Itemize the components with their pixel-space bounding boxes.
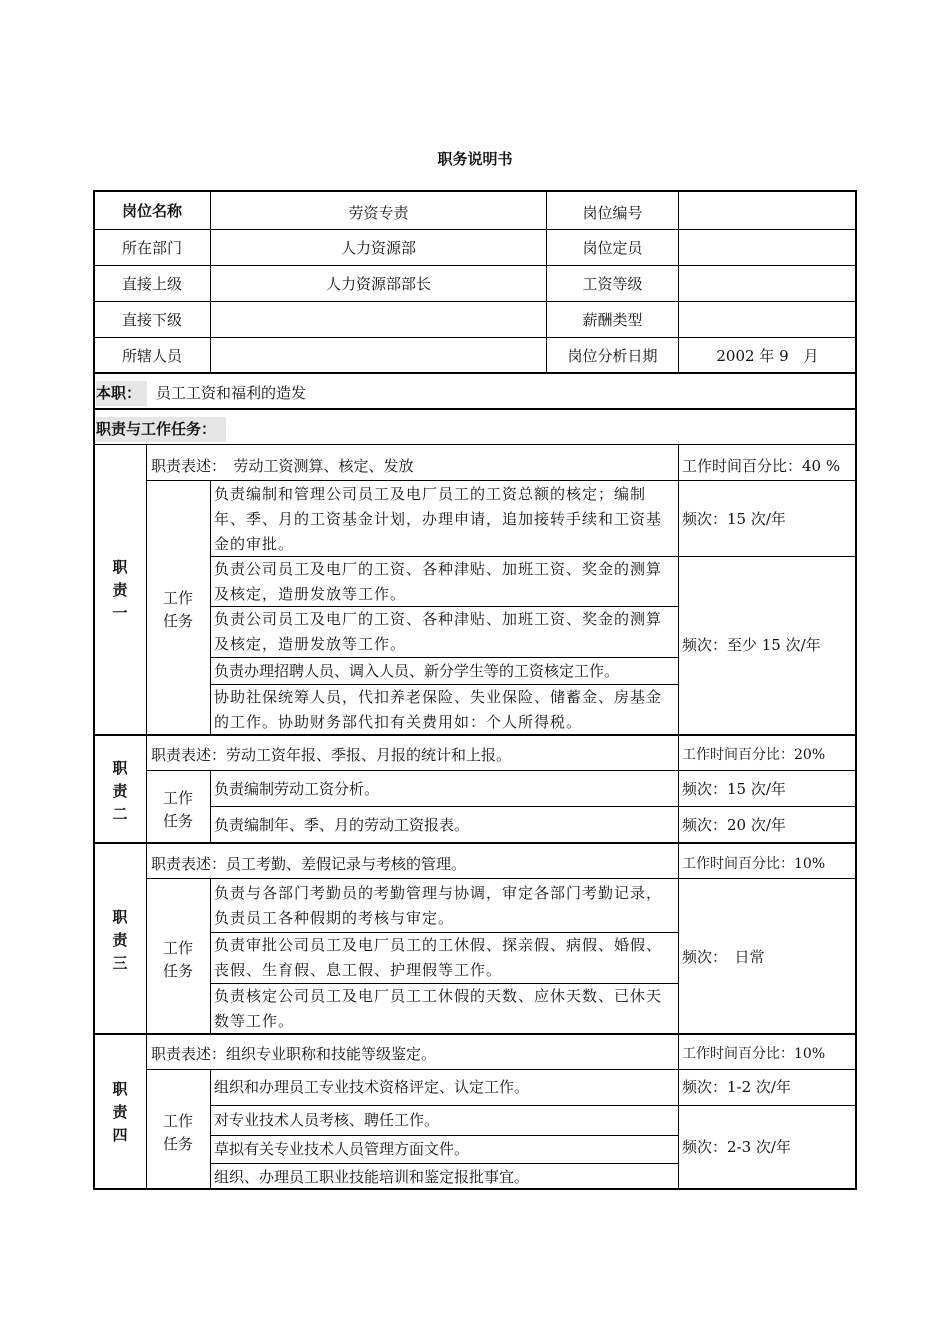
divider [211, 657, 678, 658]
field-label: 直接下级 [121, 311, 182, 329]
core-label: 本职： [96, 381, 147, 406]
task-label: 工作任务 [162, 939, 193, 980]
duty-1-name: 职责一 [112, 558, 128, 622]
field-value: 人力资源部 [340, 239, 416, 257]
divider [146, 444, 147, 1189]
duty-3-pct: 工作时间百分比：10% [682, 856, 826, 872]
duty-2-desc: 职责表述：劳动工资年报、季报、月报的统计和上报。 [151, 746, 512, 764]
duties-heading: 职责与工作任务： [96, 417, 226, 442]
duty-4-task: 草拟有关专业技术人员管理方面文件。 [214, 1140, 470, 1158]
duty-1-task: 负责编制和管理公司员工及电厂员工的工资总额的核定；编制年、季、月的工资基金计划，办理申请，追加接转手续和工资基金的审批。 [214, 485, 663, 553]
divider [94, 444, 856, 445]
duty-3-task: 负责核定公司员工及电厂员工工休假的天数、应休天数、已休天数等工作。 [214, 987, 663, 1030]
duty-3-task: 负责审批公司员工及电厂员工的工休假、探亲假、病假、婚假、丧假、生育假、息工假、护理假等工作。 [214, 936, 663, 979]
duty-1-task: 负责公司员工及电厂的工资、各种津贴、加班工资、奖金的测算及核定，造册发放等工作。 [214, 610, 663, 653]
duty-1-freq: 频次：15 次/年 [682, 510, 786, 528]
duty-2-task: 负责编制劳动工资分析。 [214, 780, 380, 798]
divider [94, 337, 856, 338]
divider [94, 372, 856, 374]
duty-2-freq: 频次：20 次/年 [682, 816, 786, 834]
duty-4-task: 组织和办理员工专业技术资格评定、认定工作。 [214, 1078, 530, 1096]
field-label: 岗位编号 [582, 204, 643, 222]
field-label: 所在部门 [121, 239, 182, 257]
divider [211, 1135, 678, 1136]
duty-4-task: 对专业技术人员考核、聘任工作。 [214, 1111, 440, 1129]
divider [94, 229, 856, 230]
duty-4-desc: 职责表述：组织专业职称和技能等级鉴定。 [151, 1045, 437, 1063]
duty-1-desc: 职责表述： 劳动工资测算、核定、发放 [151, 457, 414, 475]
divider [147, 480, 856, 481]
duty-2-name: 职责二 [112, 759, 128, 823]
divider [147, 1069, 856, 1070]
divider [210, 878, 211, 1033]
divider [211, 1105, 856, 1106]
duty-3-freq: 频次： 日常 [682, 948, 765, 966]
duty-3-desc: 职责表述：员工考勤、差假记录与考核的管理。 [151, 855, 467, 873]
analysis-date: 2002 年 9 月 [716, 347, 819, 365]
duty-1-task: 负责办理招聘人员、调入人员、新分学生等的工资核定工作。 [214, 662, 620, 680]
divider [94, 265, 856, 266]
divider [210, 480, 211, 734]
field-value: 人力资源部部长 [325, 275, 431, 293]
divider [147, 878, 856, 879]
duty-3-name: 职责三 [112, 908, 128, 972]
task-label: 工作任务 [162, 1112, 193, 1153]
field-label: 岗位名称 [121, 202, 182, 220]
divider [94, 842, 856, 844]
field-label: 所辖人员 [121, 347, 182, 365]
divider [211, 1163, 678, 1164]
field-label: 薪酬类型 [582, 311, 643, 329]
divider [94, 408, 856, 410]
duty-1-task: 负责公司员工及电厂的工资、各种津贴、加班工资、奖金的测算及核定，造册发放等工作。 [214, 560, 663, 603]
field-value: 劳资专责 [348, 204, 409, 222]
divider [94, 301, 856, 302]
duty-1-pct: 工作时间百分比：40 % [682, 457, 841, 475]
field-label: 工资等级 [582, 275, 643, 293]
divider [210, 1069, 211, 1189]
duty-4-freq: 频次：2-3 次/年 [682, 1138, 791, 1156]
duty-4-name: 职责四 [112, 1080, 128, 1144]
divider [147, 770, 856, 771]
field-label: 直接上级 [121, 275, 182, 293]
duty-2-freq: 频次：15 次/年 [682, 780, 786, 798]
duty-3-task: 负责与各部门考勤员的考勤管理与协调，审定各部门考勤记录，负责员工各种假期的考核与审定。 [214, 884, 663, 927]
task-label: 工作任务 [162, 589, 193, 630]
duty-4-freq: 频次：1-2 次/年 [682, 1078, 791, 1096]
duty-2-pct: 工作时间百分比：20% [682, 747, 826, 763]
core-text: 员工工资和福利的造发 [156, 384, 307, 402]
field-label: 岗位分析日期 [567, 347, 658, 365]
duty-1-freq: 频次：至少 15 次/年 [682, 636, 821, 654]
duty-1-task: 协助社保统筹人员，代扣养老保险、失业保险、储蓄金、房基金的工作。协助财务部代扣有关费用如：个人所得税。 [214, 688, 663, 731]
divider [211, 806, 856, 807]
duty-4-pct: 工作时间百分比：10% [682, 1046, 826, 1062]
duty-2-task: 负责编制年、季、月的劳动工资报表。 [214, 816, 470, 834]
field-label: 岗位定员 [582, 239, 643, 257]
duty-4-task: 组织、办理员工职业技能培训和鉴定报批事宜。 [214, 1168, 530, 1186]
page-title: 职务说明书 [437, 150, 513, 168]
task-label: 工作任务 [162, 789, 193, 830]
